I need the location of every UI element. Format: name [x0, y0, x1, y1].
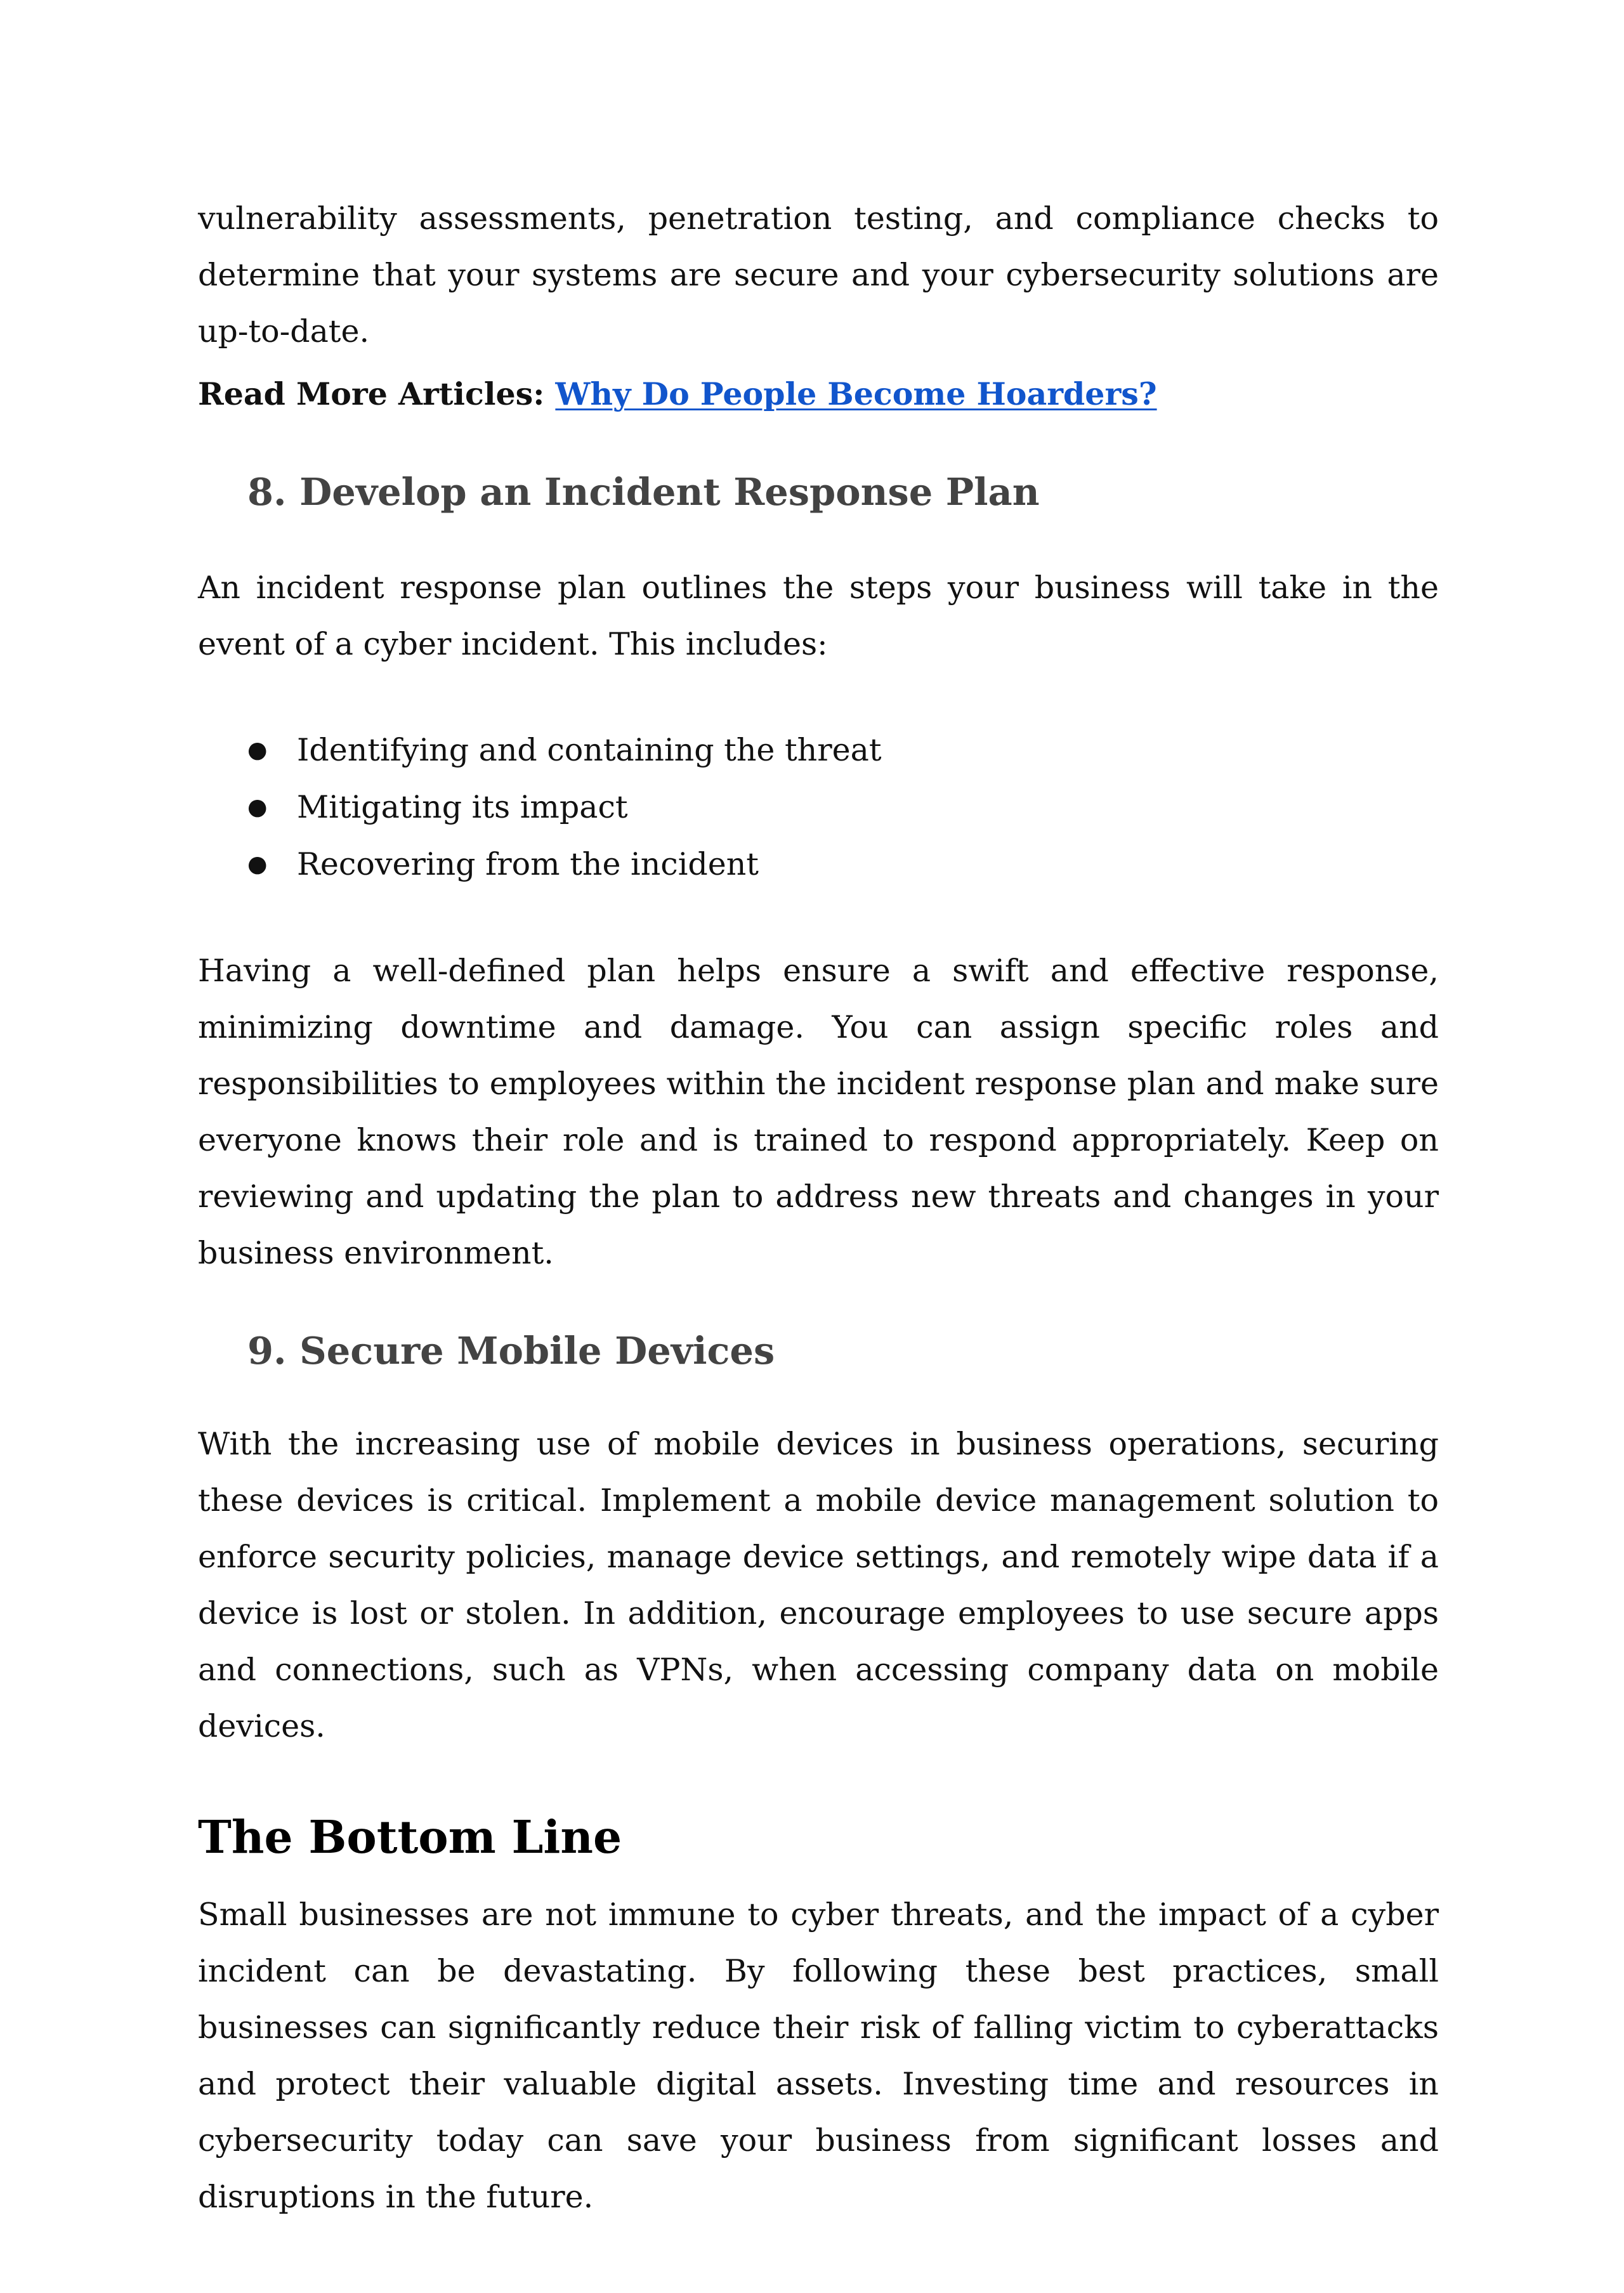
read-more-label: Read More Articles:: [198, 376, 556, 412]
read-more-link[interactable]: Why Do People Become Hoarders?: [555, 376, 1157, 412]
bullet-icon: ●: [247, 794, 268, 820]
list-item-text: Recovering from the incident: [297, 846, 759, 882]
bullet-icon: ●: [247, 851, 268, 877]
list-item: [198, 722, 1439, 779]
bottom-line-paragraph: Small businesses are not immune to cyber threats, and the impact of a cyber incident can be devastating. By following these best practices, small businesses can significantly reduce their risk of falling victim to cyberattacks and protect their valuable digital assets. Investing time and resources in cybersecurity today can save your business from significant losses and disruptions in the future.: [198, 1897, 1439, 2215]
list-item: [198, 779, 1439, 836]
section-8-paragraph: Having a well-defined plan helps ensure a swift and effective response, minimizing downtime and damage. You can assign specific roles and responsibilities to employees within the incident response plan and make sure everyone knows their role and is trained to respond appropriately. Keep on reviewing and updating the plan to address new threats and changes in your business environment.: [198, 953, 1439, 1271]
section-8-intro: An incident response plan outlines the steps your business will take in the event of a cyber incident. This includes:: [198, 570, 1439, 662]
incident-steps-list: [198, 722, 1439, 893]
list-item-text: Identifying and containing the threat: [297, 732, 882, 768]
bottom-line-heading: The Bottom Line: [198, 1810, 622, 1864]
list-item-text: Mitigating its impact: [297, 789, 628, 825]
intro-paragraph: vulnerability assessments, penetration testing, and compliance checks to determine that your systems are secure and your cybersecurity solutions are up-to-date.: [198, 200, 1439, 350]
section-9-paragraph: With the increasing use of mobile devices in business operations, securing these devices is critical. Implement a mobile device management solution to enforce security policies, manage device settings, and remotely wipe data if a device is lost or stolen. In addition, encourage employees to use secure apps and connections, such as VPNs, when accessing company data on mobile devices.: [198, 1426, 1439, 1744]
list-item: [198, 836, 1439, 893]
section-8-heading: 8. Develop an Incident Response Plan: [247, 470, 1040, 514]
section-9-heading: 9. Secure Mobile Devices: [247, 1329, 775, 1373]
document-page: [198, 190, 1439, 2225]
read-more-line: [198, 366, 1439, 422]
bullet-icon: ●: [247, 737, 268, 763]
